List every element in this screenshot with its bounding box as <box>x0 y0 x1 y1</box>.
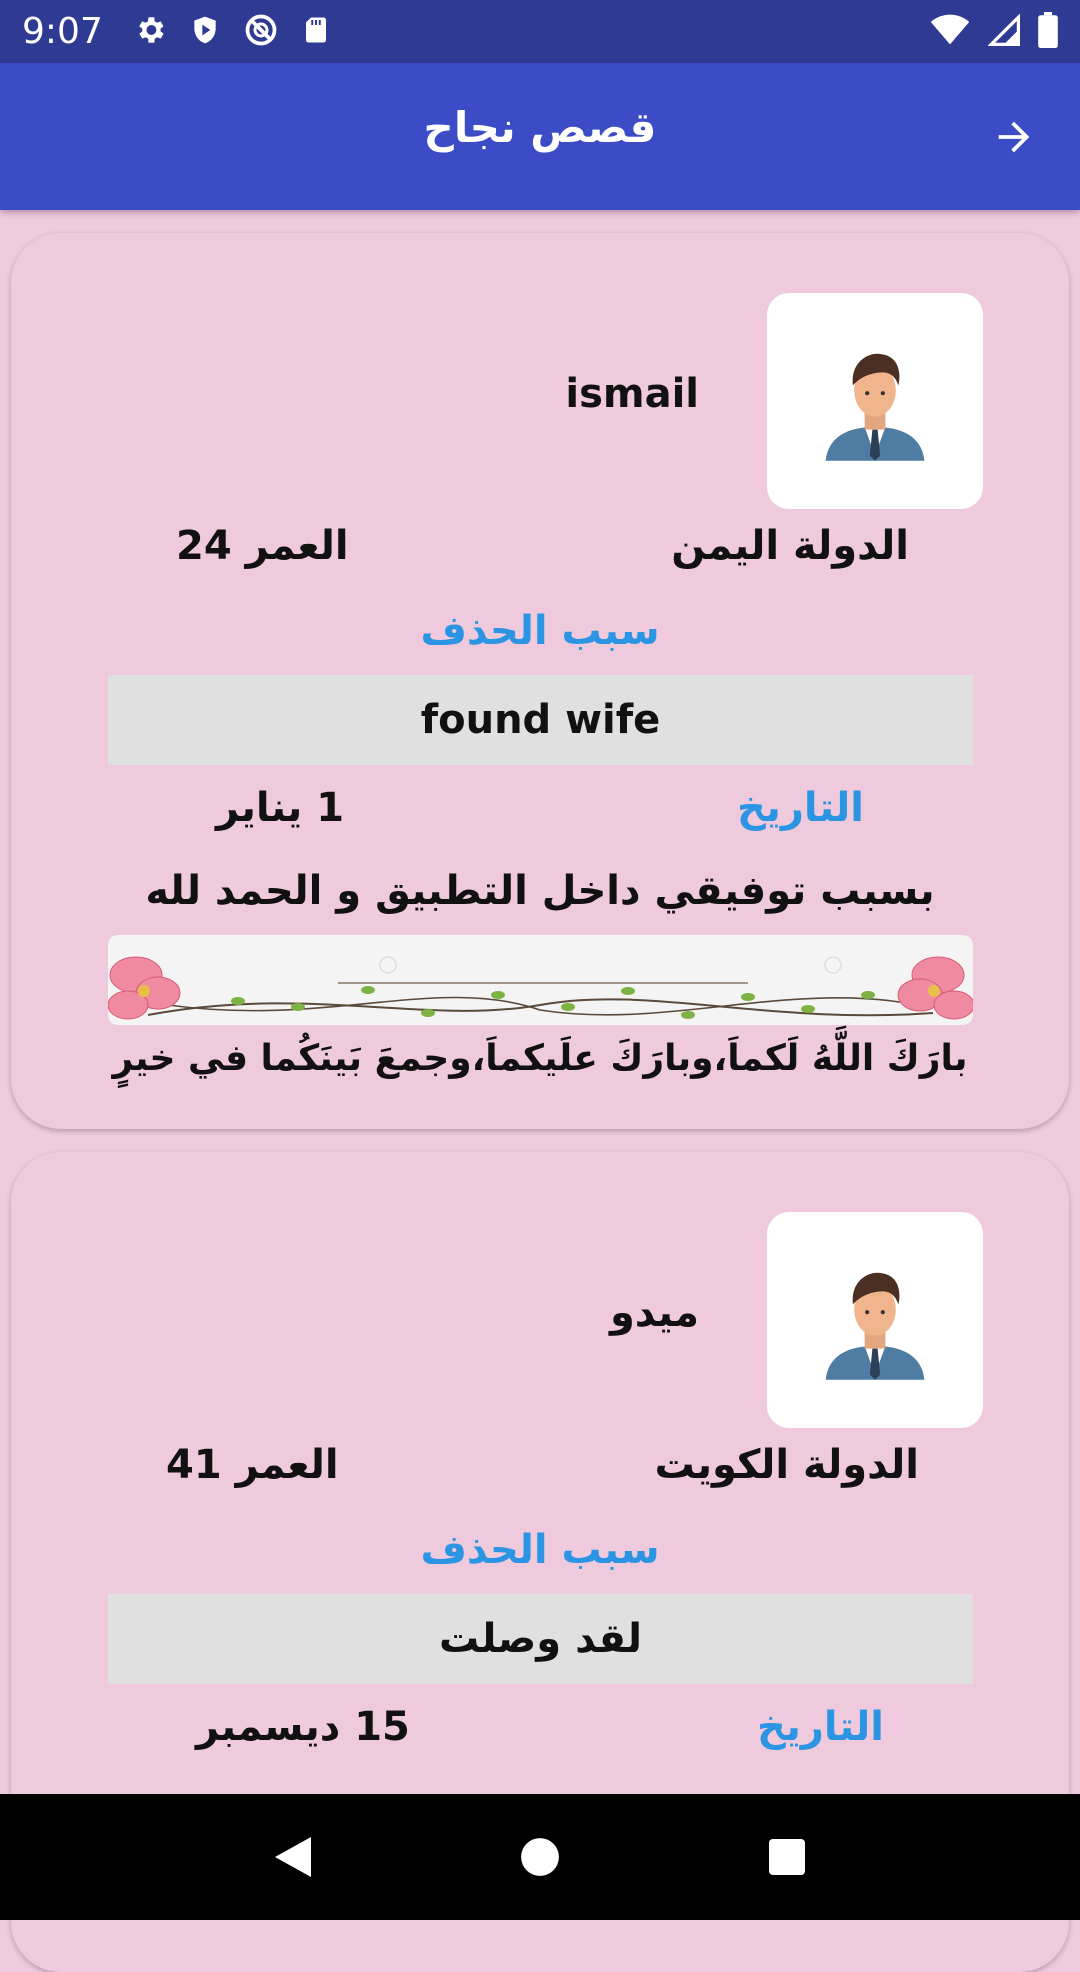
back-triangle-icon <box>271 1833 315 1881</box>
status-bar <box>0 0 1080 63</box>
gear-icon <box>133 13 167 51</box>
story-text: بسبب توفيقي داخل التطبيق و الحمد لله <box>145 868 935 914</box>
sd-card-icon <box>301 13 331 51</box>
country-text: الدولة الكويت <box>654 1442 919 1488</box>
story-name: ميدو <box>609 1290 699 1336</box>
age-text: العمر 24 <box>176 523 349 569</box>
avatar <box>767 293 983 509</box>
person-avatar-icon <box>810 336 940 466</box>
nav-home-button[interactable] <box>510 1827 570 1887</box>
shield-play-icon <box>189 13 221 51</box>
date-label: التاريخ <box>757 1704 884 1750</box>
age-text: العمر 41 <box>166 1442 339 1488</box>
country-text: الدولة اليمن <box>671 523 909 569</box>
battery-icon <box>1038 12 1058 52</box>
avatar <box>767 1212 983 1428</box>
signal-icon <box>988 14 1020 50</box>
floral-banner <box>108 935 973 1025</box>
date-label: التاريخ <box>737 785 864 831</box>
reason-label: سبب الحذف <box>420 608 660 654</box>
recents-square-icon <box>767 1837 807 1877</box>
status-time: 9:07 <box>22 11 103 52</box>
nav-back-button[interactable] <box>263 1827 323 1887</box>
back-button[interactable] <box>988 111 1040 163</box>
blessing-text: بارَكَ اللَّهُ لَكماَ،وبارَكَ علَيكماَ،وجمعَ بَينَكُما في خيرٍ <box>112 1038 968 1079</box>
reason-text: found wife <box>420 697 661 743</box>
page-title: قصص نجاح <box>423 103 657 152</box>
circle-slash-icon <box>243 12 279 52</box>
system-nav-bar <box>0 1794 1080 1920</box>
story-name: ismail <box>565 371 699 417</box>
home-circle-icon <box>519 1836 561 1878</box>
floral-vine-image <box>108 935 973 1025</box>
reason-text: لقد وصلت <box>438 1616 643 1662</box>
person-avatar-icon <box>810 1255 940 1385</box>
date-value: 15 ديسمبر <box>196 1704 410 1750</box>
nav-recents-button[interactable] <box>757 1827 817 1887</box>
wifi-icon <box>930 14 970 50</box>
reason-label: سبب الحذف <box>420 1527 660 1573</box>
date-value: 1 يناير <box>216 785 345 831</box>
arrow-forward-icon <box>991 114 1037 160</box>
reason-box <box>108 675 973 765</box>
app-bar <box>0 63 1080 210</box>
reason-box <box>108 1594 973 1684</box>
story-card <box>11 233 1069 1129</box>
